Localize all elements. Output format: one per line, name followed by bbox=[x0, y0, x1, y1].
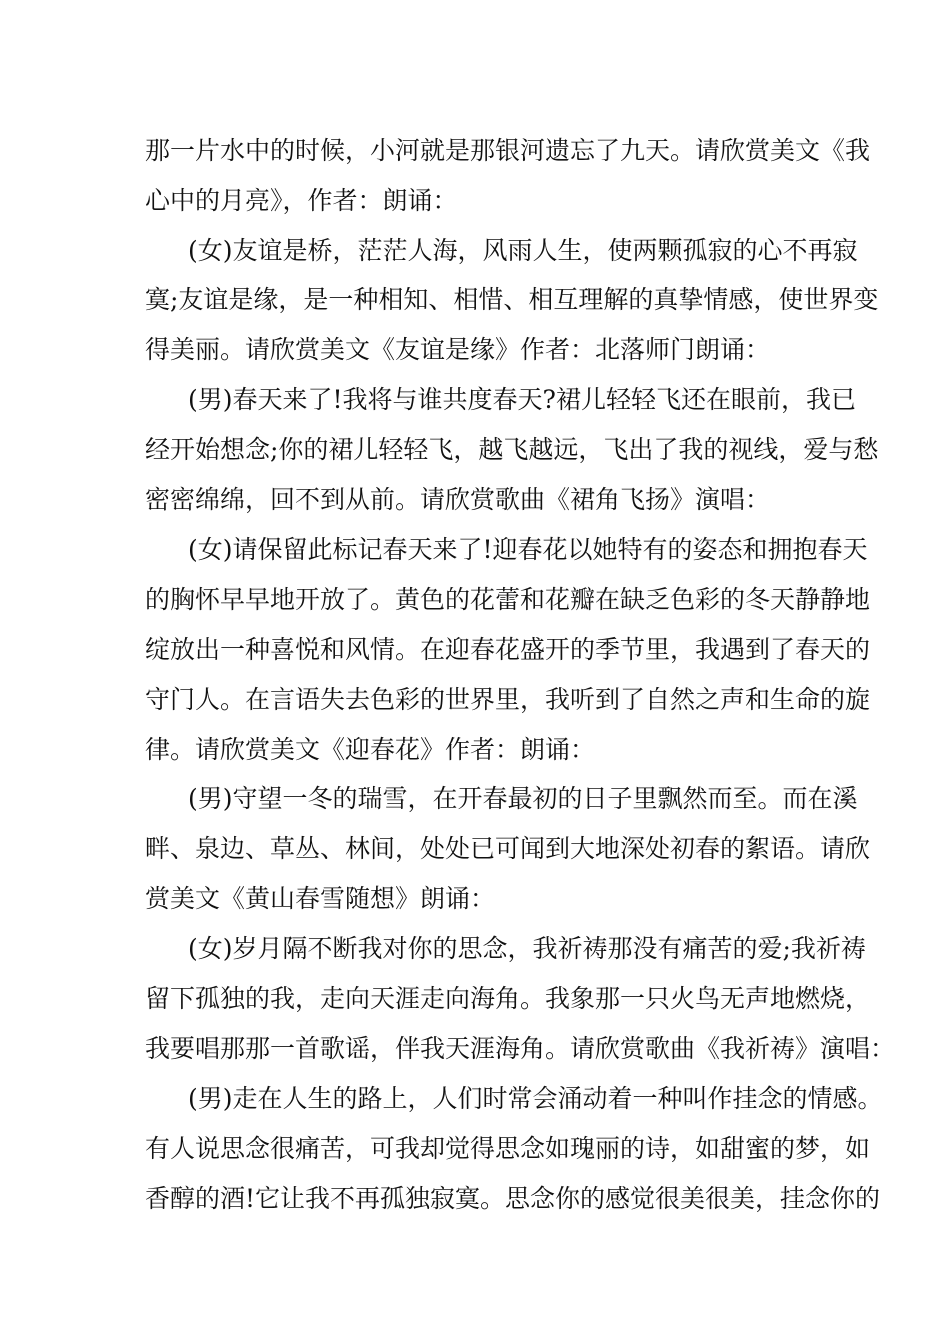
text-line: 得美丽。请欣赏美文《友谊是缘》作者：北落师门朗诵： bbox=[145, 335, 771, 364]
text-line: 律。请欣赏美文《迎春花》作者：朗诵： bbox=[145, 735, 596, 764]
text-line: 心中的月亮》，作者：朗诵： bbox=[145, 186, 458, 215]
text-line: (男)守望一冬的瑞雪，在开春最初的日子里飘然而至。而在溪 bbox=[188, 784, 858, 813]
text-line: 密密绵绵，回不到从前。请欣赏歌曲《裙角飞扬》演唱： bbox=[145, 485, 771, 514]
text-line: 我要唱那那一首歌谣，伴我天涯海角。请欣赏歌曲《我祈祷》演唱： bbox=[145, 1034, 896, 1063]
text-line: 畔、泉边、草丛、林间，处处已可闻到大地深处初春的絮语。请欣 bbox=[145, 834, 871, 863]
text-line: 留下孤独的我，走向天涯走向海角。我象那一只火鸟无声地燃烧， bbox=[145, 984, 871, 1013]
text-line: 的胸怀早早地开放了。黄色的花蕾和花瓣在缺乏色彩的冬天静静地 bbox=[145, 585, 871, 614]
text-line: 经开始想念;你的裙儿轻轻飞，越飞越远，飞出了我的视线，爱与愁 bbox=[145, 435, 879, 464]
text-line: (女)友谊是桥，茫茫人海，风雨人生，使两颗孤寂的心不再寂 bbox=[188, 236, 858, 265]
text-line: (男)春天来了!我将与谁共度春天?裙儿轻轻飞还在眼前，我已 bbox=[188, 385, 856, 414]
text-line: 有人说思念很痛苦，可我却觉得思念如瑰丽的诗，如甜蜜的梦，如 bbox=[145, 1134, 871, 1163]
text-line: (女)岁月隔不断我对你的思念，我祈祷那没有痛苦的爱;我祈祷 bbox=[188, 934, 866, 963]
text-line: 绽放出一种喜悦和风情。在迎春花盛开的季节里，我遇到了春天的 bbox=[145, 635, 871, 664]
text-line: 那一片水中的时候，小河就是那银河遗忘了九天。请欣赏美文《我 bbox=[145, 136, 871, 165]
text-line: 赏美文《黄山春雪随想》朗诵： bbox=[145, 884, 496, 913]
text-line: 守门人。在言语失去色彩的世界里，我听到了自然之声和生命的旋 bbox=[145, 685, 871, 714]
text-line: (女)请保留此标记春天来了!迎春花以她特有的姿态和拥抱春天 bbox=[188, 535, 868, 564]
text-line: 香醇的酒!它让我不再孤独寂寞。思念你的感觉很美很美，挂念你的 bbox=[145, 1184, 881, 1213]
text-line: (男)走在人生的路上，人们时常会涌动着一种叫作挂念的情感。 bbox=[188, 1084, 883, 1113]
text-line: 寞;友谊是缘，是一种相知、相惜、相互理解的真挚情感，使世界变 bbox=[145, 285, 879, 314]
